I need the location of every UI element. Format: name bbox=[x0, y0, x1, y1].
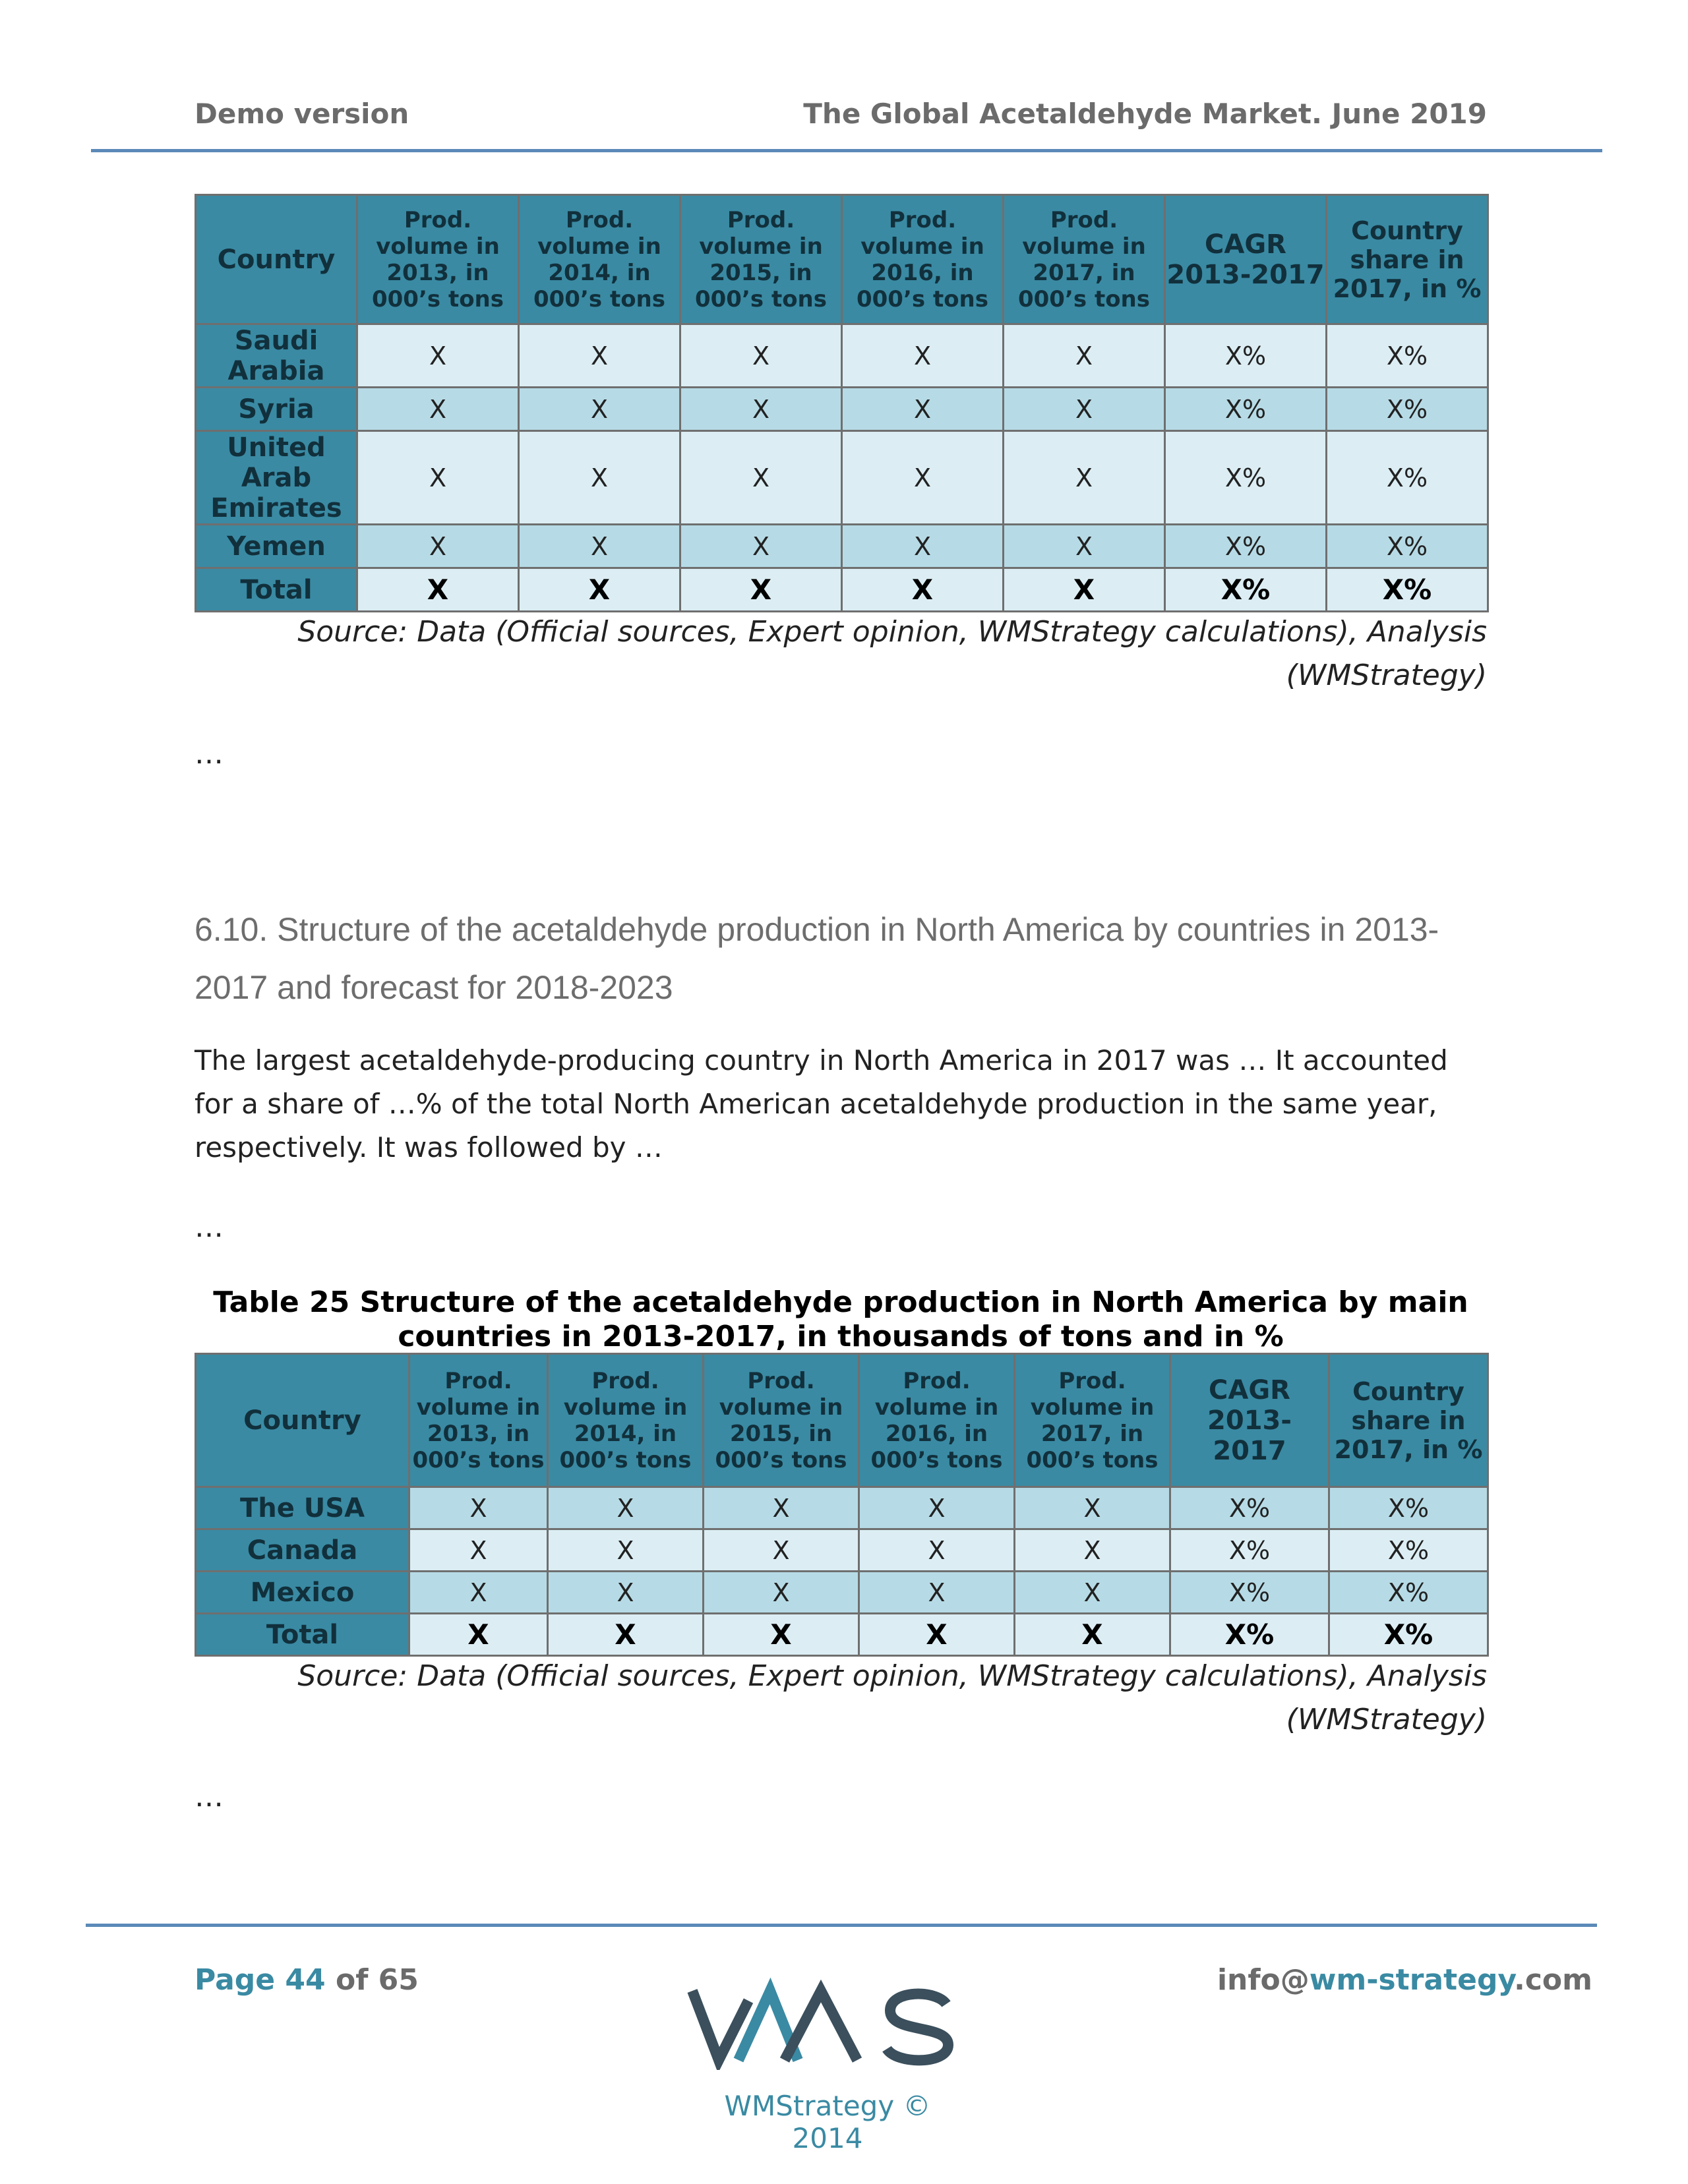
table-row bbox=[196, 1487, 1488, 1529]
table-source-note: Source: Data (Official sources, Expert opinion, WMStrategy calculations), Analysis (WMStrategy) bbox=[297, 1659, 1487, 1736]
table-row bbox=[196, 1572, 1488, 1614]
row-country: Saudi Arabia bbox=[196, 324, 357, 388]
email-tld: .com bbox=[1514, 1963, 1592, 1997]
table-source-note: Source: Data (Official sources, Expert opinion, WMStrategy calculations), Analysis (WMStrategy) bbox=[297, 615, 1487, 692]
footer-divider bbox=[86, 1924, 1597, 1927]
body-paragraph: The largest acetaldehyde-producing country in North America in 2017 was … It accounted for a share of …% of the total North American acetaldehyde production in the same year, respectively. It was followed by … bbox=[195, 1044, 1448, 1164]
row-country: Total bbox=[196, 1614, 409, 1656]
ellipsis: … bbox=[195, 1780, 224, 1814]
table-cell: X% bbox=[1329, 1572, 1488, 1614]
column-header: Prod. volume in 2017, in 000’s tons bbox=[1004, 195, 1165, 324]
copyright-text: WMStrategy © 2014 bbox=[724, 2090, 931, 2154]
column-header: Prod. volume in 2017, in 000’s tons bbox=[1015, 1354, 1170, 1487]
table-cell: X% bbox=[1165, 568, 1327, 612]
table-cell: X bbox=[842, 525, 1004, 568]
table-row bbox=[196, 525, 1488, 568]
table-cell: X bbox=[859, 1572, 1015, 1614]
table-cell: X bbox=[548, 1614, 704, 1656]
table-cell: X bbox=[409, 1614, 548, 1656]
table-header-row bbox=[196, 195, 1488, 324]
table-cell: X bbox=[1004, 431, 1165, 525]
table-cell: X bbox=[1015, 1614, 1170, 1656]
table-cell: X bbox=[680, 431, 842, 525]
table-caption: Table 25 Structure of the acetaldehyde production in North America by main countries in 2013-2017, in thousands of tons and in % bbox=[213, 1285, 1468, 1353]
table-cell: X bbox=[1015, 1529, 1170, 1572]
table-cell: X% bbox=[1327, 525, 1488, 568]
table-cell: X bbox=[357, 525, 519, 568]
email-domain: wm-strategy bbox=[1309, 1963, 1515, 1997]
table-cell: X% bbox=[1329, 1529, 1488, 1572]
row-country: Canada bbox=[196, 1529, 409, 1572]
row-country: Yemen bbox=[196, 525, 357, 568]
table-cell: X bbox=[1015, 1487, 1170, 1529]
table-north-america-production bbox=[195, 1353, 1489, 1657]
table-cell: X% bbox=[1170, 1529, 1329, 1572]
column-header: CAGR 2013-2017 bbox=[1170, 1354, 1329, 1487]
table-cell: X bbox=[519, 388, 680, 431]
row-country: The USA bbox=[196, 1487, 409, 1529]
table-cell: X bbox=[548, 1529, 704, 1572]
table-cell: X bbox=[1015, 1572, 1170, 1614]
table-row bbox=[196, 388, 1488, 431]
table-cell: X% bbox=[1327, 388, 1488, 431]
table-cell: X bbox=[1004, 568, 1165, 612]
table-total-row bbox=[196, 568, 1488, 612]
column-header: Country bbox=[196, 195, 357, 324]
row-country: United Arab Emirates bbox=[196, 431, 357, 525]
table-cell: X bbox=[859, 1614, 1015, 1656]
table-cell: X bbox=[842, 388, 1004, 431]
header-demo-label: Demo version bbox=[195, 98, 409, 130]
table-cell: X bbox=[1004, 324, 1165, 388]
table-cell: X bbox=[1004, 525, 1165, 568]
table-cell: X bbox=[704, 1529, 859, 1572]
table-cell: X bbox=[548, 1572, 704, 1614]
table-cell: X% bbox=[1327, 324, 1488, 388]
table-header-row bbox=[196, 1354, 1488, 1487]
table-cell: X bbox=[357, 324, 519, 388]
table-cell: X bbox=[859, 1529, 1015, 1572]
table-cell: X bbox=[409, 1572, 548, 1614]
table-row bbox=[196, 1529, 1488, 1572]
table-cell: X bbox=[704, 1572, 859, 1614]
table-cell: X% bbox=[1165, 525, 1327, 568]
table-cell: X bbox=[704, 1487, 859, 1529]
page-total: of 65 bbox=[325, 1963, 419, 1997]
column-header: Country share in 2017, in % bbox=[1329, 1354, 1488, 1487]
page-number bbox=[195, 1963, 419, 1997]
page-header bbox=[195, 98, 1487, 137]
table-cell: X% bbox=[1170, 1572, 1329, 1614]
table-cell: X bbox=[680, 568, 842, 612]
column-header: Prod. volume in 2013, in 000’s tons bbox=[409, 1354, 548, 1487]
table-cell: X bbox=[409, 1487, 548, 1529]
row-country: Total bbox=[196, 568, 357, 612]
table-cell: X% bbox=[1165, 388, 1327, 431]
email-user: info@ bbox=[1217, 1963, 1310, 1997]
table-cell: X bbox=[357, 388, 519, 431]
section-heading: 6.10. Structure of the acetaldehyde production in North America by countries in 2013-2017 and forecast for 2018-2023 bbox=[195, 911, 1439, 1006]
table-cell: X bbox=[859, 1487, 1015, 1529]
column-header: Prod. volume in 2016, in 000’s tons bbox=[859, 1354, 1015, 1487]
table-cell: X bbox=[548, 1487, 704, 1529]
table-cell: X bbox=[842, 568, 1004, 612]
contact-email[interactable] bbox=[1217, 1963, 1592, 1997]
table-middle-east-production bbox=[195, 194, 1489, 612]
table-cell: X% bbox=[1329, 1614, 1488, 1656]
column-header: Country share in 2017, in % bbox=[1327, 195, 1488, 324]
table-cell: X% bbox=[1170, 1487, 1329, 1529]
table-total-row bbox=[196, 1614, 1488, 1656]
column-header: Country bbox=[196, 1354, 409, 1487]
table-cell: X% bbox=[1327, 431, 1488, 525]
table-cell: X bbox=[842, 431, 1004, 525]
wms-logo bbox=[686, 1978, 963, 2070]
table-row bbox=[196, 324, 1488, 388]
column-header: Prod. volume in 2013, in 000’s tons bbox=[357, 195, 519, 324]
row-country: Syria bbox=[196, 388, 357, 431]
table-cell: X% bbox=[1170, 1614, 1329, 1656]
table-cell: X% bbox=[1165, 324, 1327, 388]
header-divider bbox=[91, 149, 1602, 152]
ellipsis: … bbox=[195, 737, 224, 771]
table-cell: X bbox=[357, 568, 519, 612]
table-cell: X bbox=[680, 324, 842, 388]
table-cell: X bbox=[1004, 388, 1165, 431]
column-header: Prod. volume in 2014, in 000’s tons bbox=[519, 195, 680, 324]
table-row bbox=[196, 431, 1488, 525]
column-header: Prod. volume in 2016, in 000’s tons bbox=[842, 195, 1004, 324]
table-cell: X bbox=[842, 324, 1004, 388]
table-cell: X bbox=[519, 568, 680, 612]
table-cell: X bbox=[409, 1529, 548, 1572]
table-cell: X% bbox=[1327, 568, 1488, 612]
column-header: Prod. volume in 2014, in 000’s tons bbox=[548, 1354, 704, 1487]
table-cell: X bbox=[519, 525, 680, 568]
header-report-title: The Global Acetaldehyde Market. June 2019 bbox=[803, 98, 1487, 130]
column-header: Prod. volume in 2015, in 000’s tons bbox=[680, 195, 842, 324]
table-cell: X bbox=[519, 431, 680, 525]
table-cell: X% bbox=[1329, 1487, 1488, 1529]
ellipsis: … bbox=[195, 1210, 224, 1244]
table-cell: X bbox=[704, 1614, 859, 1656]
table-cell: X bbox=[680, 525, 842, 568]
table-cell: X bbox=[357, 431, 519, 525]
table-cell: X bbox=[680, 388, 842, 431]
column-header: Prod. volume in 2015, in 000’s tons bbox=[704, 1354, 859, 1487]
table-cell: X% bbox=[1165, 431, 1327, 525]
table-cell: X bbox=[519, 324, 680, 388]
page-current: Page 44 bbox=[195, 1963, 326, 1997]
column-header: CAGR 2013-2017 bbox=[1165, 195, 1327, 324]
row-country: Mexico bbox=[196, 1572, 409, 1614]
